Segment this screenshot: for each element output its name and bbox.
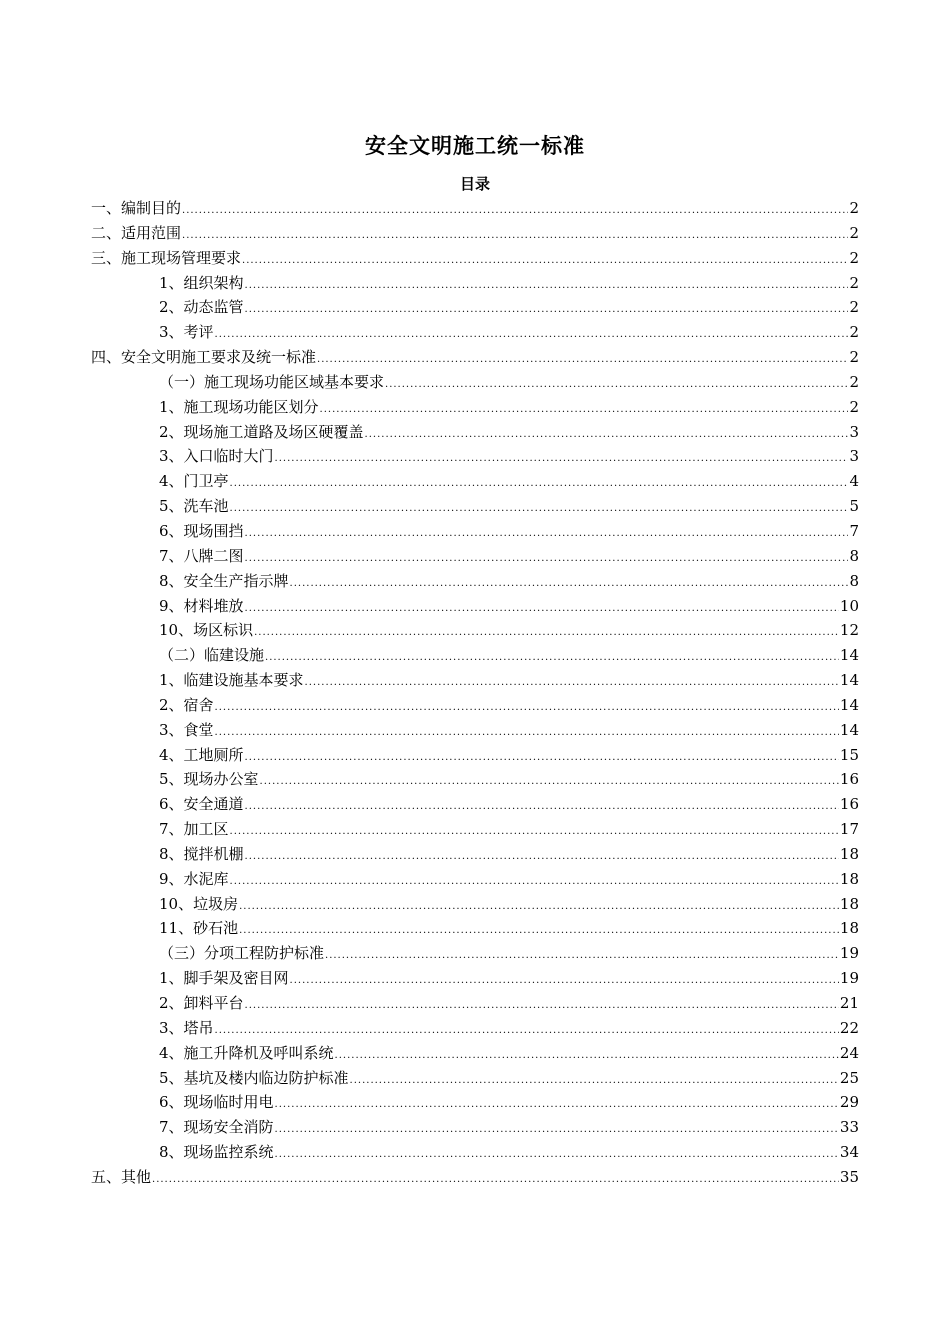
toc-dot-leader (239, 895, 839, 920)
toc-entry-label: 10、场区标识 (159, 621, 254, 640)
toc-dot-leader (242, 249, 848, 274)
toc-dot-leader (245, 547, 849, 572)
toc-entry[interactable] (91, 867, 859, 892)
toc-entry[interactable] (91, 792, 859, 817)
toc-dot-leader (305, 671, 839, 696)
toc-dot-leader (290, 572, 849, 597)
toc-entry-label: 11、砂石池 (159, 919, 239, 938)
toc-entry-page-number: 2 (849, 397, 859, 416)
toc-entry[interactable] (91, 817, 859, 842)
toc-entry[interactable] (91, 569, 859, 594)
toc-entry[interactable] (91, 842, 859, 867)
toc-entry-label: 6、安全通道 (159, 795, 244, 814)
toc-entry-label: 一、编制目的 (91, 199, 182, 217)
toc-entry-page-number: 2 (849, 199, 859, 217)
toc-entry-label: 5、现场办公室 (159, 770, 259, 789)
toc-entry-label: 3、塔吊 (159, 1018, 214, 1037)
toc-dot-leader (230, 870, 839, 895)
toc-entry-page-number: 7 (849, 521, 859, 540)
toc-entry-label: 5、基坑及楼内临边防护标准 (159, 1068, 349, 1087)
toc-entry-page-number: 18 (839, 869, 859, 888)
toc-entry[interactable] (91, 196, 859, 221)
toc-entry-label: 三、施工现场管理要求 (91, 248, 242, 267)
toc-entry[interactable] (91, 693, 859, 718)
toc-dot-leader (215, 721, 839, 746)
toc-entry[interactable] (91, 966, 859, 991)
toc-entry-label: （一）施工现场功能区域基本要求 (159, 372, 385, 391)
toc-entry-label: 4、施工升降机及呼叫系统 (159, 1043, 334, 1062)
toc-dot-leader (245, 994, 839, 1019)
toc-entry-page-number: 21 (839, 994, 859, 1012)
toc-entry-page-number: 3 (849, 447, 859, 466)
table-of-contents (91, 196, 859, 1190)
toc-entry-page-number: 34 (839, 1143, 859, 1162)
toc-dot-leader (245, 298, 849, 323)
toc-dot-leader (152, 1168, 839, 1193)
toc-entry-page-number: 10 (839, 596, 859, 615)
toc-entry-label: 4、工地厕所 (159, 745, 244, 764)
toc-entry[interactable] (91, 246, 859, 271)
toc-dot-leader (385, 373, 848, 398)
toc-entry-label: 4、门卫亭 (159, 472, 229, 491)
toc-entry-page-number: 14 (839, 671, 859, 690)
toc-entry-label: 3、入口临时大门 (159, 447, 274, 466)
toc-entry[interactable] (91, 1115, 859, 1140)
toc-entry-label: 7、现场安全消防 (159, 1118, 274, 1137)
toc-dot-leader (239, 919, 839, 944)
toc-dot-leader (320, 398, 849, 423)
toc-entry-page-number: 8 (849, 546, 859, 565)
toc-entry-page-number: 2 (849, 372, 859, 391)
toc-entry-label: 2、卸料平台 (159, 994, 244, 1012)
toc-dot-leader (245, 274, 849, 299)
toc-dot-leader (275, 1118, 839, 1143)
toc-entry[interactable] (91, 320, 859, 345)
toc-entry-page-number: 33 (839, 1118, 859, 1137)
toc-entry-label: 8、现场监控系统 (159, 1143, 274, 1162)
toc-entry-page-number: 14 (839, 646, 859, 665)
toc-entry-page-number: 12 (839, 621, 859, 640)
toc-entry[interactable] (91, 743, 859, 768)
toc-entry-page-number: 19 (839, 944, 859, 963)
toc-entry-page-number: 14 (839, 695, 859, 714)
toc-entry[interactable] (91, 395, 859, 420)
toc-entry-page-number: 15 (839, 745, 859, 764)
toc-entry[interactable] (91, 271, 859, 296)
toc-entry-label: （三）分项工程防护标准 (159, 944, 325, 963)
toc-entry-page-number: 16 (839, 770, 859, 789)
toc-entry[interactable] (91, 444, 859, 469)
toc-entry[interactable] (91, 494, 859, 519)
toc-entry-label: 二、适用范围 (91, 223, 182, 242)
toc-dot-leader (335, 1044, 839, 1069)
toc-entry-label: 7、八牌二图 (159, 546, 244, 565)
document-title: 安全文明施工统一标准 (365, 133, 585, 158)
toc-dot-leader (245, 795, 839, 820)
toc-dot-leader (182, 224, 848, 249)
toc-entry-label: 8、安全生产指示牌 (159, 571, 289, 590)
toc-entry[interactable] (91, 594, 859, 619)
toc-entry-page-number: 35 (839, 1167, 859, 1186)
toc-entry-label: 1、组织架构 (159, 273, 244, 292)
toc-entry[interactable] (91, 1165, 859, 1190)
toc-entry[interactable] (91, 1041, 859, 1066)
toc-dot-leader (365, 423, 849, 448)
toc-entry[interactable] (91, 618, 859, 643)
toc-entry-page-number: 18 (839, 919, 859, 938)
toc-dot-leader (265, 646, 839, 671)
toc-dot-leader (317, 348, 848, 373)
toc-entry-page-number: 22 (839, 1018, 859, 1037)
toc-entry[interactable] (91, 1066, 859, 1091)
toc-entry-label: 9、材料堆放 (159, 596, 244, 615)
toc-entry[interactable] (91, 941, 859, 966)
toc-dot-leader (290, 969, 839, 994)
toc-dot-leader (350, 1069, 839, 1094)
toc-entry[interactable] (91, 1140, 859, 1165)
toc-entry-label: 1、临建设施基本要求 (159, 671, 304, 690)
toc-entry-page-number: 19 (839, 969, 859, 988)
toc-entry-page-number: 29 (839, 1093, 859, 1112)
toc-entry-label: 10、垃圾房 (159, 894, 239, 913)
toc-entry-page-number: 18 (839, 844, 859, 863)
toc-entry[interactable] (91, 668, 859, 693)
toc-entry-page-number: 2 (849, 223, 859, 242)
toc-entry-page-number: 2 (849, 348, 859, 367)
toc-dot-leader (182, 199, 848, 224)
toc-entry[interactable] (91, 370, 859, 395)
toc-heading: 目录 (459, 175, 490, 193)
toc-entry-label: 5、洗车池 (159, 497, 229, 516)
toc-entry-page-number: 24 (839, 1043, 859, 1062)
toc-entry[interactable] (91, 767, 859, 792)
toc-entry-label: 7、加工区 (159, 820, 229, 839)
toc-entry-page-number: 17 (839, 820, 859, 839)
toc-dot-leader (275, 1093, 839, 1118)
toc-entry-label: （二）临建设施 (159, 646, 265, 665)
toc-entry-label: 9、水泥库 (159, 869, 229, 888)
toc-dot-leader (254, 621, 839, 646)
toc-entry-label: 2、现场施工道路及场区硬覆盖 (159, 422, 364, 441)
toc-dot-leader (230, 820, 839, 845)
toc-entry[interactable] (91, 544, 859, 569)
toc-entry-page-number: 5 (849, 497, 859, 516)
toc-entry[interactable] (91, 916, 859, 941)
toc-entry-label: 1、脚手架及密目网 (159, 969, 289, 988)
toc-entry[interactable] (91, 991, 859, 1016)
toc-entry-label: 1、施工现场功能区划分 (159, 397, 319, 416)
toc-dot-leader (230, 472, 849, 497)
toc-dot-leader (325, 944, 839, 969)
toc-entry[interactable] (91, 1016, 859, 1041)
toc-dot-leader (275, 447, 849, 472)
toc-entry-page-number: 16 (839, 795, 859, 814)
toc-entry-label: 6、现场围挡 (159, 521, 244, 540)
toc-entry-label: 四、安全文明施工要求及统一标准 (91, 348, 317, 367)
toc-entry-page-number: 8 (849, 571, 859, 590)
toc-dot-leader (215, 696, 839, 721)
toc-entry-page-number: 2 (849, 273, 859, 292)
toc-entry-page-number: 2 (849, 298, 859, 317)
toc-entry-page-number: 3 (849, 422, 859, 441)
toc-entry[interactable] (91, 1090, 859, 1115)
toc-entry-label: 2、动态监管 (159, 298, 244, 317)
toc-entry[interactable] (91, 420, 859, 445)
toc-entry-page-number: 25 (839, 1068, 859, 1087)
toc-entry-page-number: 18 (839, 894, 859, 913)
toc-entry-label: 2、宿舍 (159, 695, 214, 714)
toc-dot-leader (275, 1143, 839, 1168)
toc-dot-leader (245, 522, 849, 547)
toc-dot-leader (230, 497, 849, 522)
toc-entry[interactable] (91, 221, 859, 246)
toc-entry-label: 3、食堂 (159, 720, 214, 739)
toc-entry[interactable] (91, 295, 859, 320)
toc-entry[interactable] (91, 718, 859, 743)
toc-dot-leader (245, 597, 839, 622)
toc-dot-leader (245, 845, 839, 870)
toc-dot-leader (245, 746, 839, 771)
toc-entry-label: 6、现场临时用电 (159, 1093, 274, 1112)
toc-entry[interactable] (91, 892, 859, 917)
toc-entry-label: 五、其他 (91, 1167, 152, 1186)
toc-entry-page-number: 4 (849, 472, 859, 491)
toc-entry-label: 8、搅拌机棚 (159, 844, 244, 863)
toc-entry-page-number: 2 (849, 323, 859, 342)
toc-entry[interactable] (91, 469, 859, 494)
toc-entry[interactable] (91, 519, 859, 544)
toc-entry[interactable] (91, 345, 859, 370)
toc-dot-leader (260, 770, 839, 795)
toc-entry-page-number: 14 (839, 720, 859, 739)
toc-entry-page-number: 2 (849, 248, 859, 267)
toc-entry[interactable] (91, 643, 859, 668)
toc-entry-label: 3、考评 (159, 323, 214, 342)
